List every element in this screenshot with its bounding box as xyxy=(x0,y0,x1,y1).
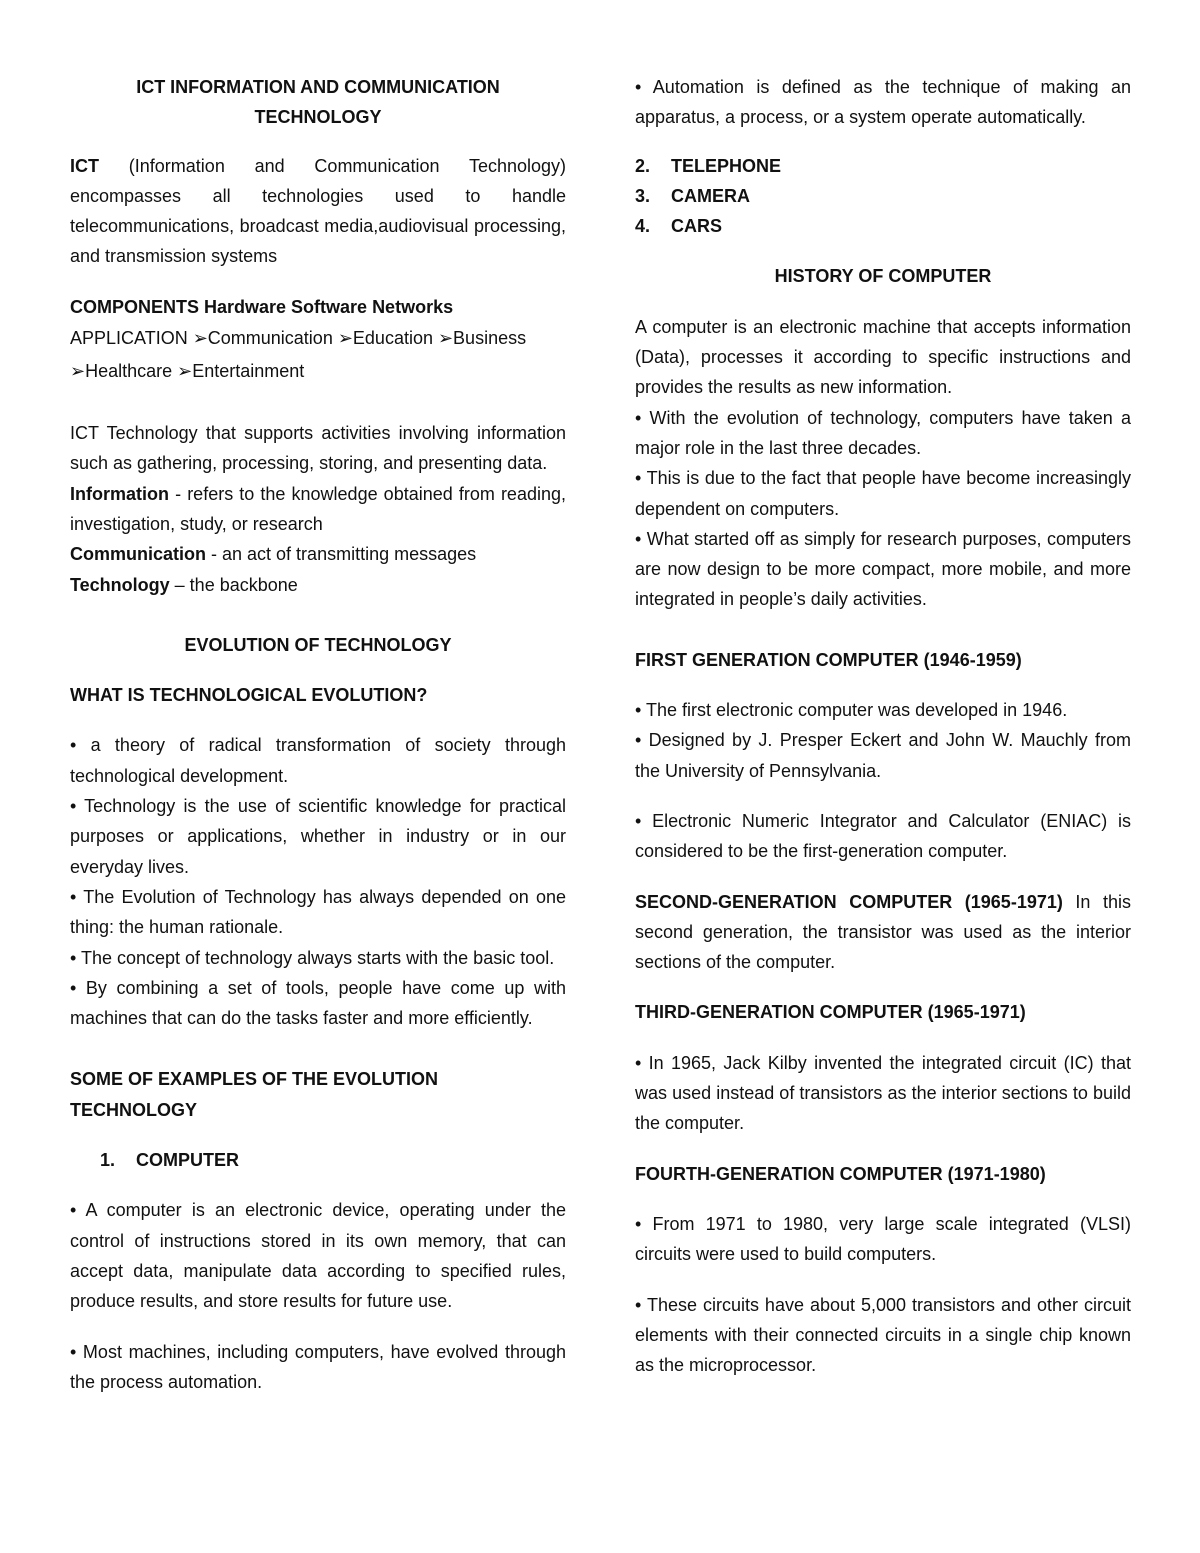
ict-technology-paragraph: ICT Technology that supports activities involving information such as gathering, processing, storing, and presenting data. xyxy=(70,423,566,474)
ict-definition-text: (Information and Communication Technology) encompasses all technologies used to handle telecommunications, broadcast media,audiovisual processing, and transmission systems xyxy=(70,155,566,267)
evolution-bullet-list xyxy=(70,730,566,1033)
information-term: Information xyxy=(70,483,169,504)
list-item: • This is due to the fact that people have become increasingly dependent on computers. xyxy=(635,468,1131,519)
list-item: • The concept of technology always starts with the basic tool. xyxy=(70,947,555,968)
evolution-heading: EVOLUTION OF TECHNOLOGY xyxy=(184,634,452,655)
list-item: • The Evolution of Technology has always depended on one thing: the human rationale. xyxy=(70,886,566,938)
list-item: • With the evolution of technology, computers have taken a major role in the last three decades. xyxy=(635,407,1131,458)
list-item: • a theory of radical transformation of society through technological development. xyxy=(70,735,566,786)
list-item-computer xyxy=(70,1145,566,1175)
examples-heading: SOME OF EXAMPLES OF THE EVOLUTION TECHNOLOGY xyxy=(70,1069,439,1120)
communication-definition xyxy=(70,539,566,569)
list-label: TELEPHONE xyxy=(671,155,782,176)
technology-term: Technology xyxy=(70,574,170,595)
history-heading: HISTORY OF COMPUTER xyxy=(774,266,992,287)
left-column xyxy=(70,72,566,1397)
ict-definition xyxy=(70,151,566,272)
examples-numbered-list xyxy=(635,151,1131,242)
list-label: CAMERA xyxy=(671,185,750,206)
computer-bullet-1: • A computer is an electronic device, operating under the control of instructions stored in its own memory, that can accept data, manipulate data according to specified rules, produce results, and store results for future use. xyxy=(70,1200,566,1312)
second-gen-text: In this second generation, the transistor was used as the interior sections of the computer. xyxy=(635,891,1131,973)
history-definition: A computer is an electronic machine that accepts information (Data), processes it according to specific instructions and provides the results as new information. xyxy=(635,316,1131,398)
list-item: • By combining a set of tools, people have come up with machines that can do the tasks faster and more efficiently. xyxy=(70,977,566,1029)
components-line: COMPONENTS Hardware Software Networks xyxy=(70,296,454,317)
first-gen-bullet-3: • Electronic Numeric Integrator and Calculator (ENIAC) is considered to be the first-generation computer. xyxy=(635,810,1131,862)
first-gen-heading: FIRST GENERATION COMPUTER (1946-1959) xyxy=(635,649,1022,670)
communication-term: Communication xyxy=(70,544,207,565)
communication-definition-text: - an act of transmitting messages xyxy=(206,544,477,565)
third-gen-bullet-1: • In 1965, Jack Kilby invented the integrated circuit (IC) that was used instead of transistors as the interior sections to build the computer. xyxy=(635,1052,1131,1134)
list-number: 1. xyxy=(100,1150,116,1171)
list-number: 2. xyxy=(635,155,651,176)
document-title-line1: ICT INFORMATION AND COMMUNICATION xyxy=(136,77,500,97)
list-item-cars xyxy=(635,211,1131,241)
third-gen-heading: THIRD-GENERATION COMPUTER (1965-1971) xyxy=(635,1002,1026,1023)
technology-definition xyxy=(70,570,566,600)
fourth-gen-heading: FOURTH-GENERATION COMPUTER (1971-1980) xyxy=(635,1163,1046,1184)
list-label: COMPUTER xyxy=(136,1150,239,1171)
first-gen-bullet-2: • Designed by J. Presper Eckert and John W. Mauchly from the University of Pennsylvania. xyxy=(635,730,1131,781)
information-definition-text: - refers to the knowledge obtained from reading, investigation, study, or research xyxy=(70,483,566,534)
document-title-line2: TECHNOLOGY xyxy=(254,107,382,128)
list-item: • What started off as simply for research purposes, computers are now design to be more compact, more mobile, and more integrated in people’s daily activities. xyxy=(635,528,1131,610)
list-item: • Technology is the use of scientific knowledge for practical purposes or applications, whether in industry or in our everyday lives. xyxy=(70,796,566,877)
list-label: CARS xyxy=(671,216,723,237)
automation-bullet: • Automation is defined as the technique of making an apparatus, a process, or a system operate automatically. xyxy=(635,77,1131,128)
list-item-telephone xyxy=(635,151,1131,181)
computer-bullet-2: • Most machines, including computers, have evolved through the process automation. xyxy=(70,1341,566,1392)
list-number: 3. xyxy=(635,185,651,206)
what-is-heading: WHAT IS TECHNOLOGICAL EVOLUTION? xyxy=(70,685,428,706)
right-column xyxy=(635,72,1131,1380)
first-gen-bullet-1: • The first electronic computer was developed in 1946. xyxy=(635,700,1068,721)
list-item-camera xyxy=(635,181,1131,211)
list-number: 4. xyxy=(635,216,651,237)
fourth-gen-bullet-2: • These circuits have about 5,000 transistors and other circuit elements with their connected circuits in a single chip known as the microprocessor. xyxy=(635,1294,1131,1376)
application-line2: ➢Healthcare ➢Entertainment xyxy=(70,361,305,382)
second-gen-paragraph xyxy=(635,887,1131,978)
technology-definition-text: – the backbone xyxy=(169,574,298,595)
information-definition xyxy=(70,479,566,540)
application-line1: APPLICATION ➢Communication ➢Education ➢Business xyxy=(70,328,527,349)
fourth-gen-bullet-1: • From 1971 to 1980, very large scale integrated (VLSI) circuits were used to build computers. xyxy=(635,1213,1131,1265)
ict-term: ICT xyxy=(70,155,99,176)
second-gen-heading: SECOND-GENERATION COMPUTER (1965-1971) xyxy=(635,891,1063,912)
